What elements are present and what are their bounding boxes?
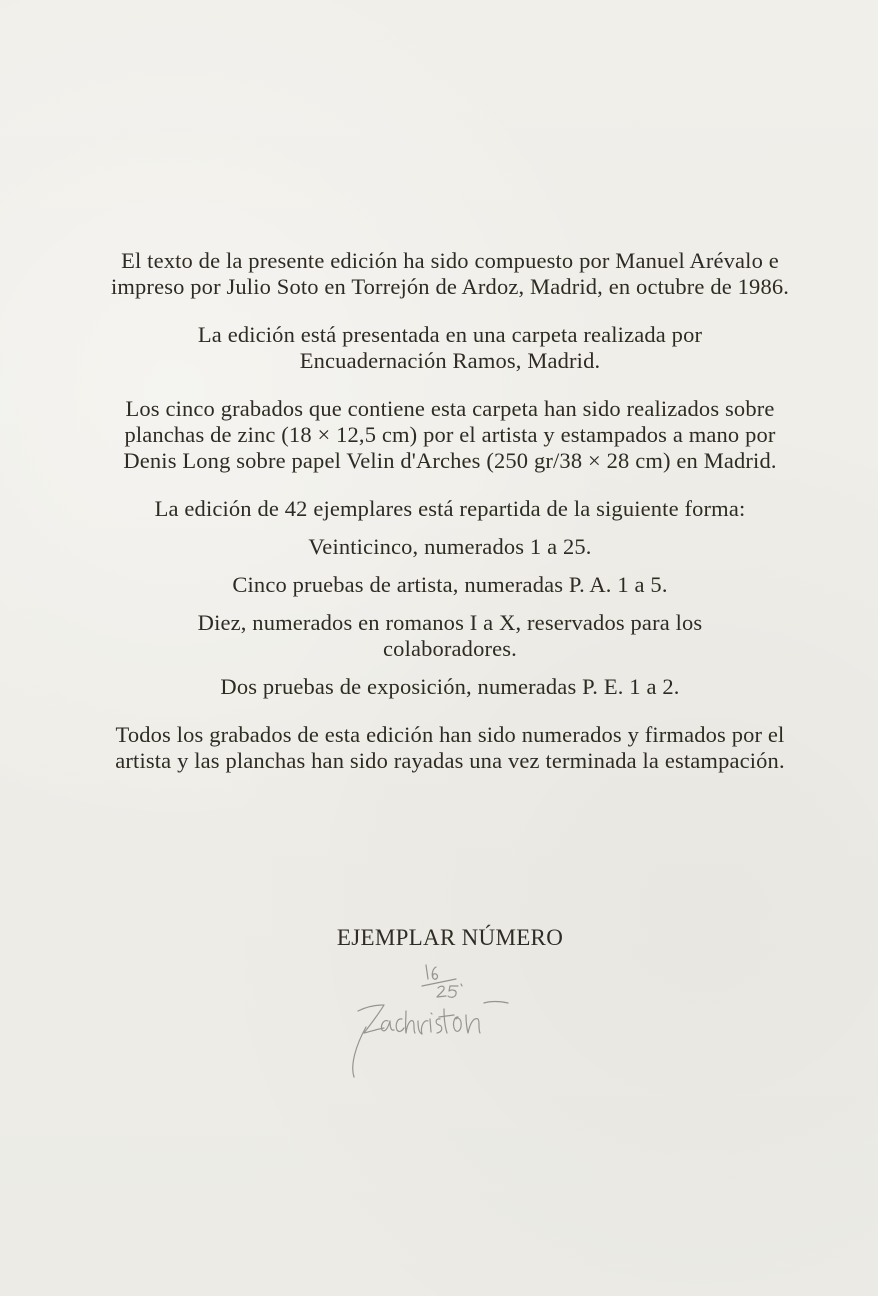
handwritten-edition-and-signature <box>340 955 550 1095</box>
paragraph-artist-proofs: Cinco pruebas de artista, numeradas P. A. 1 a 5. <box>232 572 668 597</box>
paragraph-roman-numbered: Diez, numerados en romanos I a X, reservados para los colaboradores. <box>197 610 703 661</box>
paragraph-portfolio: La edición está presentada en una carpeta realizada por Encuadernación Ramos, Madrid. <box>197 322 703 373</box>
paragraph-exhibition-proofs: Dos pruebas de exposición, numeradas P. E. 1 a 2. <box>220 674 680 699</box>
paragraph-numbered-arabic: Veinticinco, numerados 1 a 25. <box>308 534 592 559</box>
paragraph-engravings: Los cinco grabados que contiene esta carpeta han sido realizados sobre planchas de zinc (18 × 12,5 cm) por el artista y estampados a mano por Denis Long sobre papel Velin d'Arches (250 gr/38 × 28 cm) en Madrid. <box>123 396 777 473</box>
pencil-signature-drawing <box>340 955 550 1095</box>
ejemplar-numero-label: EJEMPLAR NÚMERO <box>336 925 564 950</box>
paragraph-edition-distribution: La edición de 42 ejemplares está repartida de la siguiente forma: <box>154 496 746 521</box>
paragraph-typesetting: El texto de la presente edición ha sido compuesto por Manuel Arévalo e impreso por Julio Soto en Torrejón de Ardoz, Madrid, en octubre de 1986. <box>110 248 790 299</box>
paragraph-signed-numbered: Todos los grabados de esta edición han sido numerados y firmados por el artista y las planchas han sido rayadas una vez terminada la estampación. <box>115 722 785 773</box>
colophon-text <box>100 248 800 774</box>
